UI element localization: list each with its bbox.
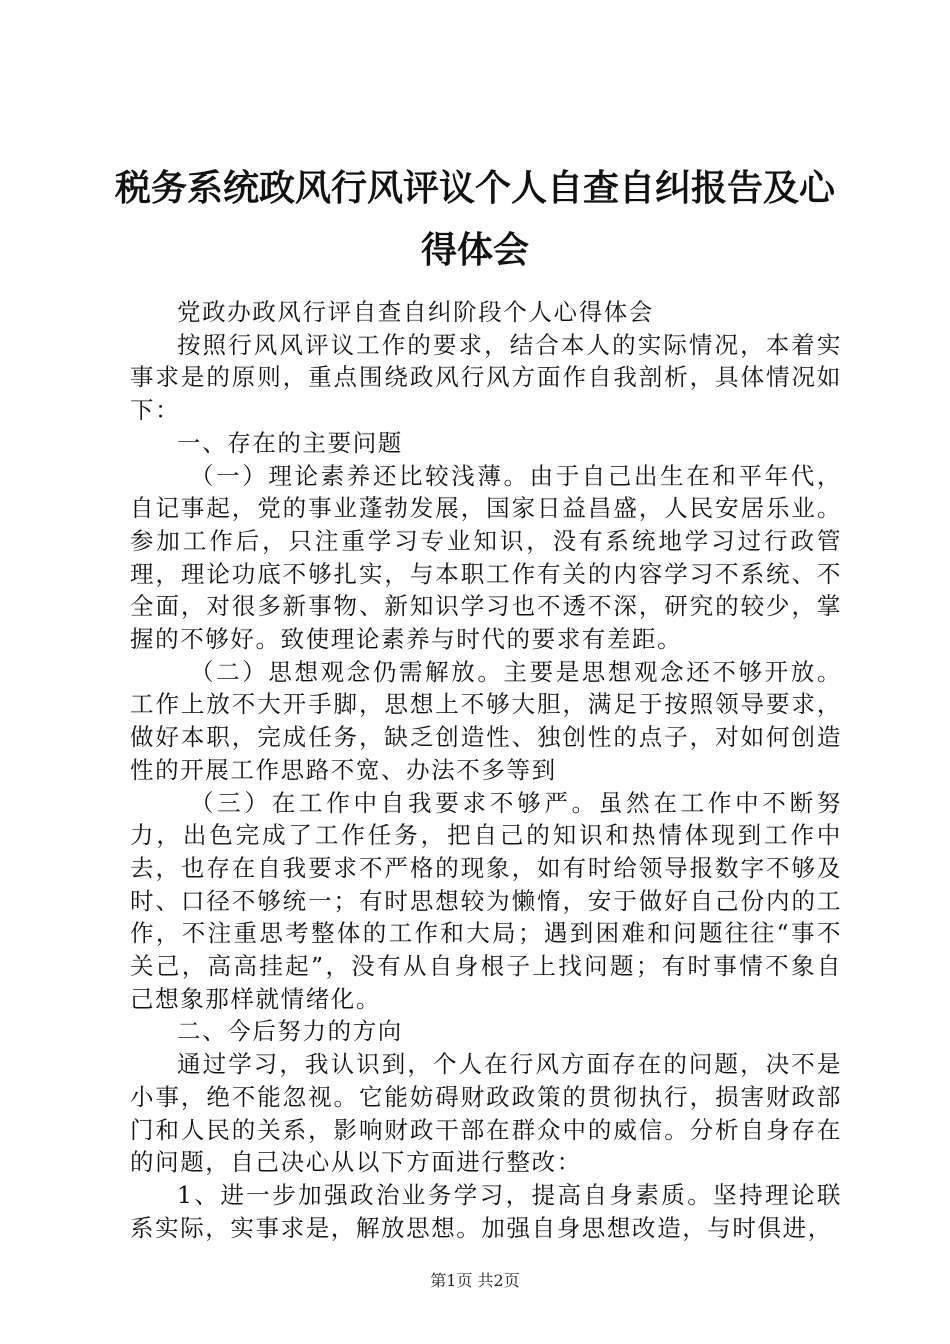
title-line-1: 税务系统政风行风评议个人自查自纠报告及心 bbox=[114, 168, 835, 209]
subtitle: 党政办政风行评自查自纠阶段个人心得体会 bbox=[177, 298, 654, 326]
paragraph-measure-1: 1、进一步加强政治业务学习，提高自身素质。坚持理论联系实际，实事求是，解放思想。加强自身思想改造，与时俱进， bbox=[130, 1180, 842, 1242]
document-body bbox=[130, 296, 842, 1244]
document-title bbox=[110, 158, 840, 282]
paragraph-intro: 按照行风风评议工作的要求，结合本人的实际情况，本着实事求是的原则，重点围绕政风行风方面作自我剖析，具体情况如下： bbox=[130, 330, 842, 425]
paragraph-problem-3: （三）在工作中自我要求不够严。虽然在工作中不断努力，出色完成了工作任务，把自己的知识和热情体现到工作中去，也存在自我要求不严格的现象，如有时给领导报数字不够及时、口径不够统一；有时思想较为懒惰，安于做好自己份内的工作，不注重思考整体的工作和大局；遇到困难和问题往往“事不关己，高高挂起”，没有从自身根子上找问题；有时事情不象自己想象那样就情绪化。 bbox=[130, 788, 842, 1013]
section-heading-direction: 二、今后努力的方向 bbox=[177, 1017, 403, 1046]
paragraph-direction-intro: 通过学习，我认识到，个人在行风方面存在的问题，决不是小事，绝不能忽视。它能妨碍财政政策的贯彻执行，损害财政部门和人民的关系，影响财政干部在群众中的威信。分析自身存在的问题，自己决心从以下方面进行整改： bbox=[130, 1050, 842, 1177]
section-heading-problems: 一、存在的主要问题 bbox=[177, 428, 403, 457]
paragraph-problem-1: （一）理论素养还比较浅薄。由于自己出生在和平年代，自记事起，党的事业蓬勃发展，国家日益昌盛，人民安居乐业。参加工作后，只注重学习专业知识，没有系统地学习过行政管理，理论功底不够扎实，与本职工作有关的内容学习不系统、不全面，对很多新事物、新知识学习也不透不深，研究的较少，掌握的不够好。致使理论素养与时代的要求有差距。 bbox=[130, 461, 842, 654]
page-footer: 第1页 共2页 bbox=[430, 1271, 520, 1290]
title-line-2: 得体会 bbox=[420, 230, 529, 271]
paragraph-problem-2: （二）思想观念仍需解放。主要是思想观念还不够开放。工作上放不大开手脚，思想上不够大胆，满足于按照领导要求，做好本职，完成任务，缺乏创造性、独创性的点子，对如何创造性的开展工作思路不宽、办法不多等到 bbox=[130, 657, 842, 784]
